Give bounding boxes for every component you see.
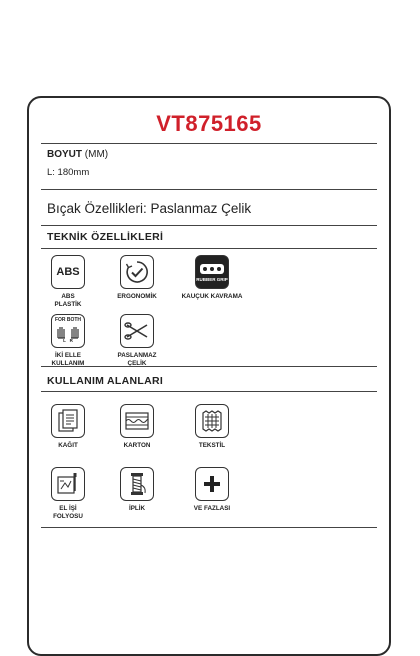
feature-ergonomic [97, 255, 177, 301]
usage-craft-folio [28, 467, 108, 521]
size-value: L: 180mm [47, 167, 90, 178]
both-hands-text: FOR BOTH [54, 317, 82, 324]
divider [41, 225, 377, 226]
paper-icon [51, 404, 85, 438]
feature-label: ERGONOMİK [117, 293, 157, 300]
feature-stainless [97, 314, 177, 368]
divider [41, 248, 377, 249]
blade-label: Bıçak Özellikleri: [47, 201, 147, 216]
usage-textile [172, 404, 252, 450]
blade-features [47, 201, 251, 216]
feature-rubber-grip [172, 255, 252, 301]
size-unit: (MM) [84, 149, 109, 160]
rubber-grip-icon [195, 255, 229, 289]
divider [41, 189, 377, 190]
usage-cardboard [97, 404, 177, 450]
usage-label: KARTON [123, 442, 151, 449]
abs-icon-text: ABS [56, 266, 80, 278]
usage-label: EL İŞİ FOLYOSU [53, 505, 83, 521]
product-code: VT875165 [156, 111, 262, 136]
usage-heading: KULLANIM ALANLARI [47, 375, 164, 387]
usage-label: TEKSTİL [198, 442, 226, 449]
size-heading-label: BOYUT [47, 149, 82, 160]
usage-label: VE FAZLASI [193, 505, 231, 512]
feature-abs [28, 255, 108, 309]
technical-heading: TEKNİK ÖZELLİKLERİ [47, 231, 164, 243]
textile-icon [195, 404, 229, 438]
thread-icon [120, 467, 154, 501]
usage-label: İPLİK [128, 505, 146, 512]
divider [41, 527, 377, 528]
feature-both-hands [28, 314, 108, 368]
usage-label: KAĞIT [58, 442, 78, 449]
feature-label: İKİ ELLE KULLANIM [51, 352, 85, 368]
usage-paper [28, 404, 108, 450]
usage-thread [97, 467, 177, 513]
size-heading [47, 149, 108, 160]
feature-label: ABS PLASTİK [54, 293, 82, 309]
craft-folio-icon [51, 467, 85, 501]
feature-label: KAUÇUK KAVRAMA [181, 293, 243, 300]
scissors-icon [120, 314, 154, 348]
plus-icon [195, 467, 229, 501]
feature-label: PASLANMAZ ÇELİK [117, 352, 157, 368]
usage-more [172, 467, 252, 513]
rubber-grip-text: RUBBER GRIP [196, 277, 228, 282]
divider [41, 366, 377, 367]
cardboard-icon [120, 404, 154, 438]
divider [41, 143, 377, 144]
divider [41, 391, 377, 392]
blade-value: Paslanmaz Çelik [150, 201, 252, 216]
abs-icon [51, 255, 85, 289]
ergonomic-icon [120, 255, 154, 289]
spec-card [27, 96, 391, 656]
both-hands-lr: L R [63, 338, 73, 344]
both-hands-icon [51, 314, 85, 348]
